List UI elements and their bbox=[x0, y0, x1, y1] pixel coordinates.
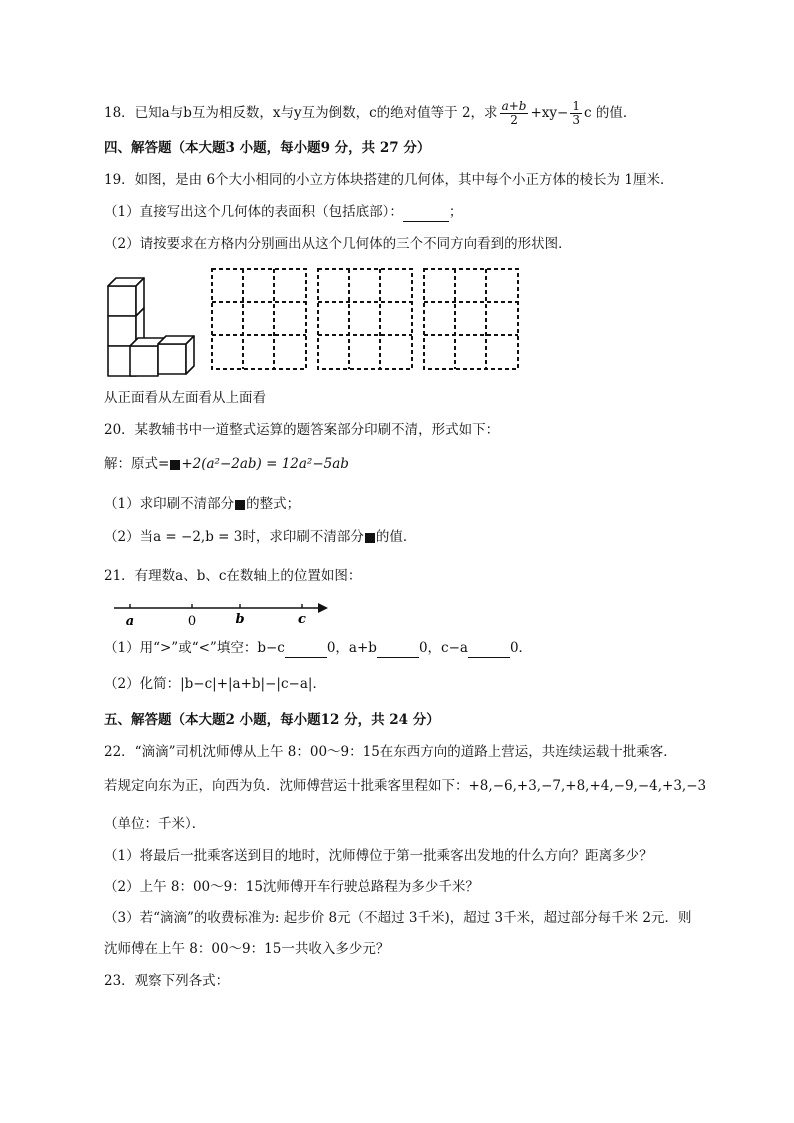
axis-label-a: a bbox=[125, 614, 135, 629]
q22-line2: 若规定向东为正，向西为负．沈师傅营运十批乘客里程如下：+8,−6,+3,−7,+8,+4,−9,−4,+3,−3 bbox=[104, 778, 707, 794]
q20-part1: （1）求印刷不清部分 的整式； bbox=[104, 496, 301, 512]
q18-line bbox=[104, 100, 636, 127]
q18-fraction-2: $\frac{1}{3}$ bbox=[572, 99, 580, 127]
blank-3 bbox=[468, 643, 510, 658]
q18-prefix: 18．已知a与b互为相反数，x与y互为倒数，c的绝对值等于 2，求 bbox=[104, 105, 498, 121]
q18-fraction-1: $\frac{a+b}{2}$ bbox=[501, 99, 527, 127]
q22-part2: （2）上午 8：00～9：15沈师傅开车行驶总路程为多少千米？ bbox=[104, 879, 479, 895]
smudge-square-icon bbox=[170, 460, 180, 470]
section-4-heading: 四、解答题（本大题3 小题，每小题9 分，共 27 分） bbox=[104, 140, 431, 156]
q19-part2: （2）请按要求在方格内分别画出从这个几何体的三个不同方向看到的形状图． bbox=[104, 236, 572, 252]
q22-part3b: 沈师傅在上午 8：00～9：15一共收入多少元？ bbox=[104, 941, 390, 957]
q21-part2: （2）化简：|b−c|+|a+b|−|c−a|． bbox=[104, 676, 326, 692]
cube-figure bbox=[104, 268, 204, 378]
axis-label-b: b bbox=[235, 612, 245, 627]
blank-1 bbox=[285, 643, 327, 658]
q21-part1: （1）用“>”或“<”填空：b−c 0，a+b 0，c−a 0． bbox=[104, 640, 533, 656]
q22-part1: （1）将最后一批乘客送到目的地时，沈师傅位于第一批乘客出发地的什么方向？距离多少？ bbox=[104, 848, 653, 864]
q21-stem: 21．有理数a、b、c在数轴上的位置如图： bbox=[104, 568, 362, 584]
q20-part2: （2）当a = −2,b = 3时，求印刷不清部分 的值． bbox=[104, 529, 417, 545]
grid-left-view bbox=[316, 267, 414, 371]
axis-label-c: c bbox=[298, 612, 306, 627]
smudge-square-icon bbox=[365, 533, 375, 543]
q19-stem: 19．如图，是由 6个大小相同的小立方体块搭建的几何体，其中每个小正方体的棱长为 1厘米． bbox=[104, 172, 674, 188]
section-5-heading: 五、解答题（本大题2 小题，每小题12 分，共 24 分） bbox=[104, 712, 440, 728]
blank-2 bbox=[377, 643, 419, 658]
q18-suffix: c 的值． bbox=[583, 105, 637, 121]
q23-stem: 23．观察下列各式： bbox=[104, 973, 230, 989]
grid-top-view bbox=[422, 267, 520, 371]
q22-part3a: （3）若“滴滴”的收费标准为: 起步价 8元（不超过 3千米)，超过 3千米，超过部分每千米 2元．则 bbox=[104, 910, 692, 926]
grid-front-view bbox=[210, 267, 308, 371]
q19-answer-blank bbox=[403, 207, 449, 222]
q19-part1: （1）直接写出这个几何体的表面积（包括底部）： ； bbox=[104, 204, 463, 220]
axis-label-0: 0 bbox=[187, 614, 197, 629]
q22-line3: （单位：千米）． bbox=[104, 816, 206, 832]
q18-mid: +xy− bbox=[530, 105, 569, 121]
q20-stem: 20．某教辅书中一道整式运算的题答案部分印刷不清，形式如下： bbox=[104, 422, 500, 438]
smudge-square-icon bbox=[235, 500, 245, 510]
q22-line1: 22．“滴滴”司机沈师傅从上午 8：00～9：15在东西方向的道路上营运，共连续运载十批乘客． bbox=[104, 744, 677, 760]
q19-caption: 从正面看从左面看从上面看 bbox=[104, 390, 266, 406]
q20-solution: 解：原式= +2(a²−2ab) = 12a²−5ab bbox=[104, 456, 349, 472]
number-line bbox=[112, 598, 342, 632]
